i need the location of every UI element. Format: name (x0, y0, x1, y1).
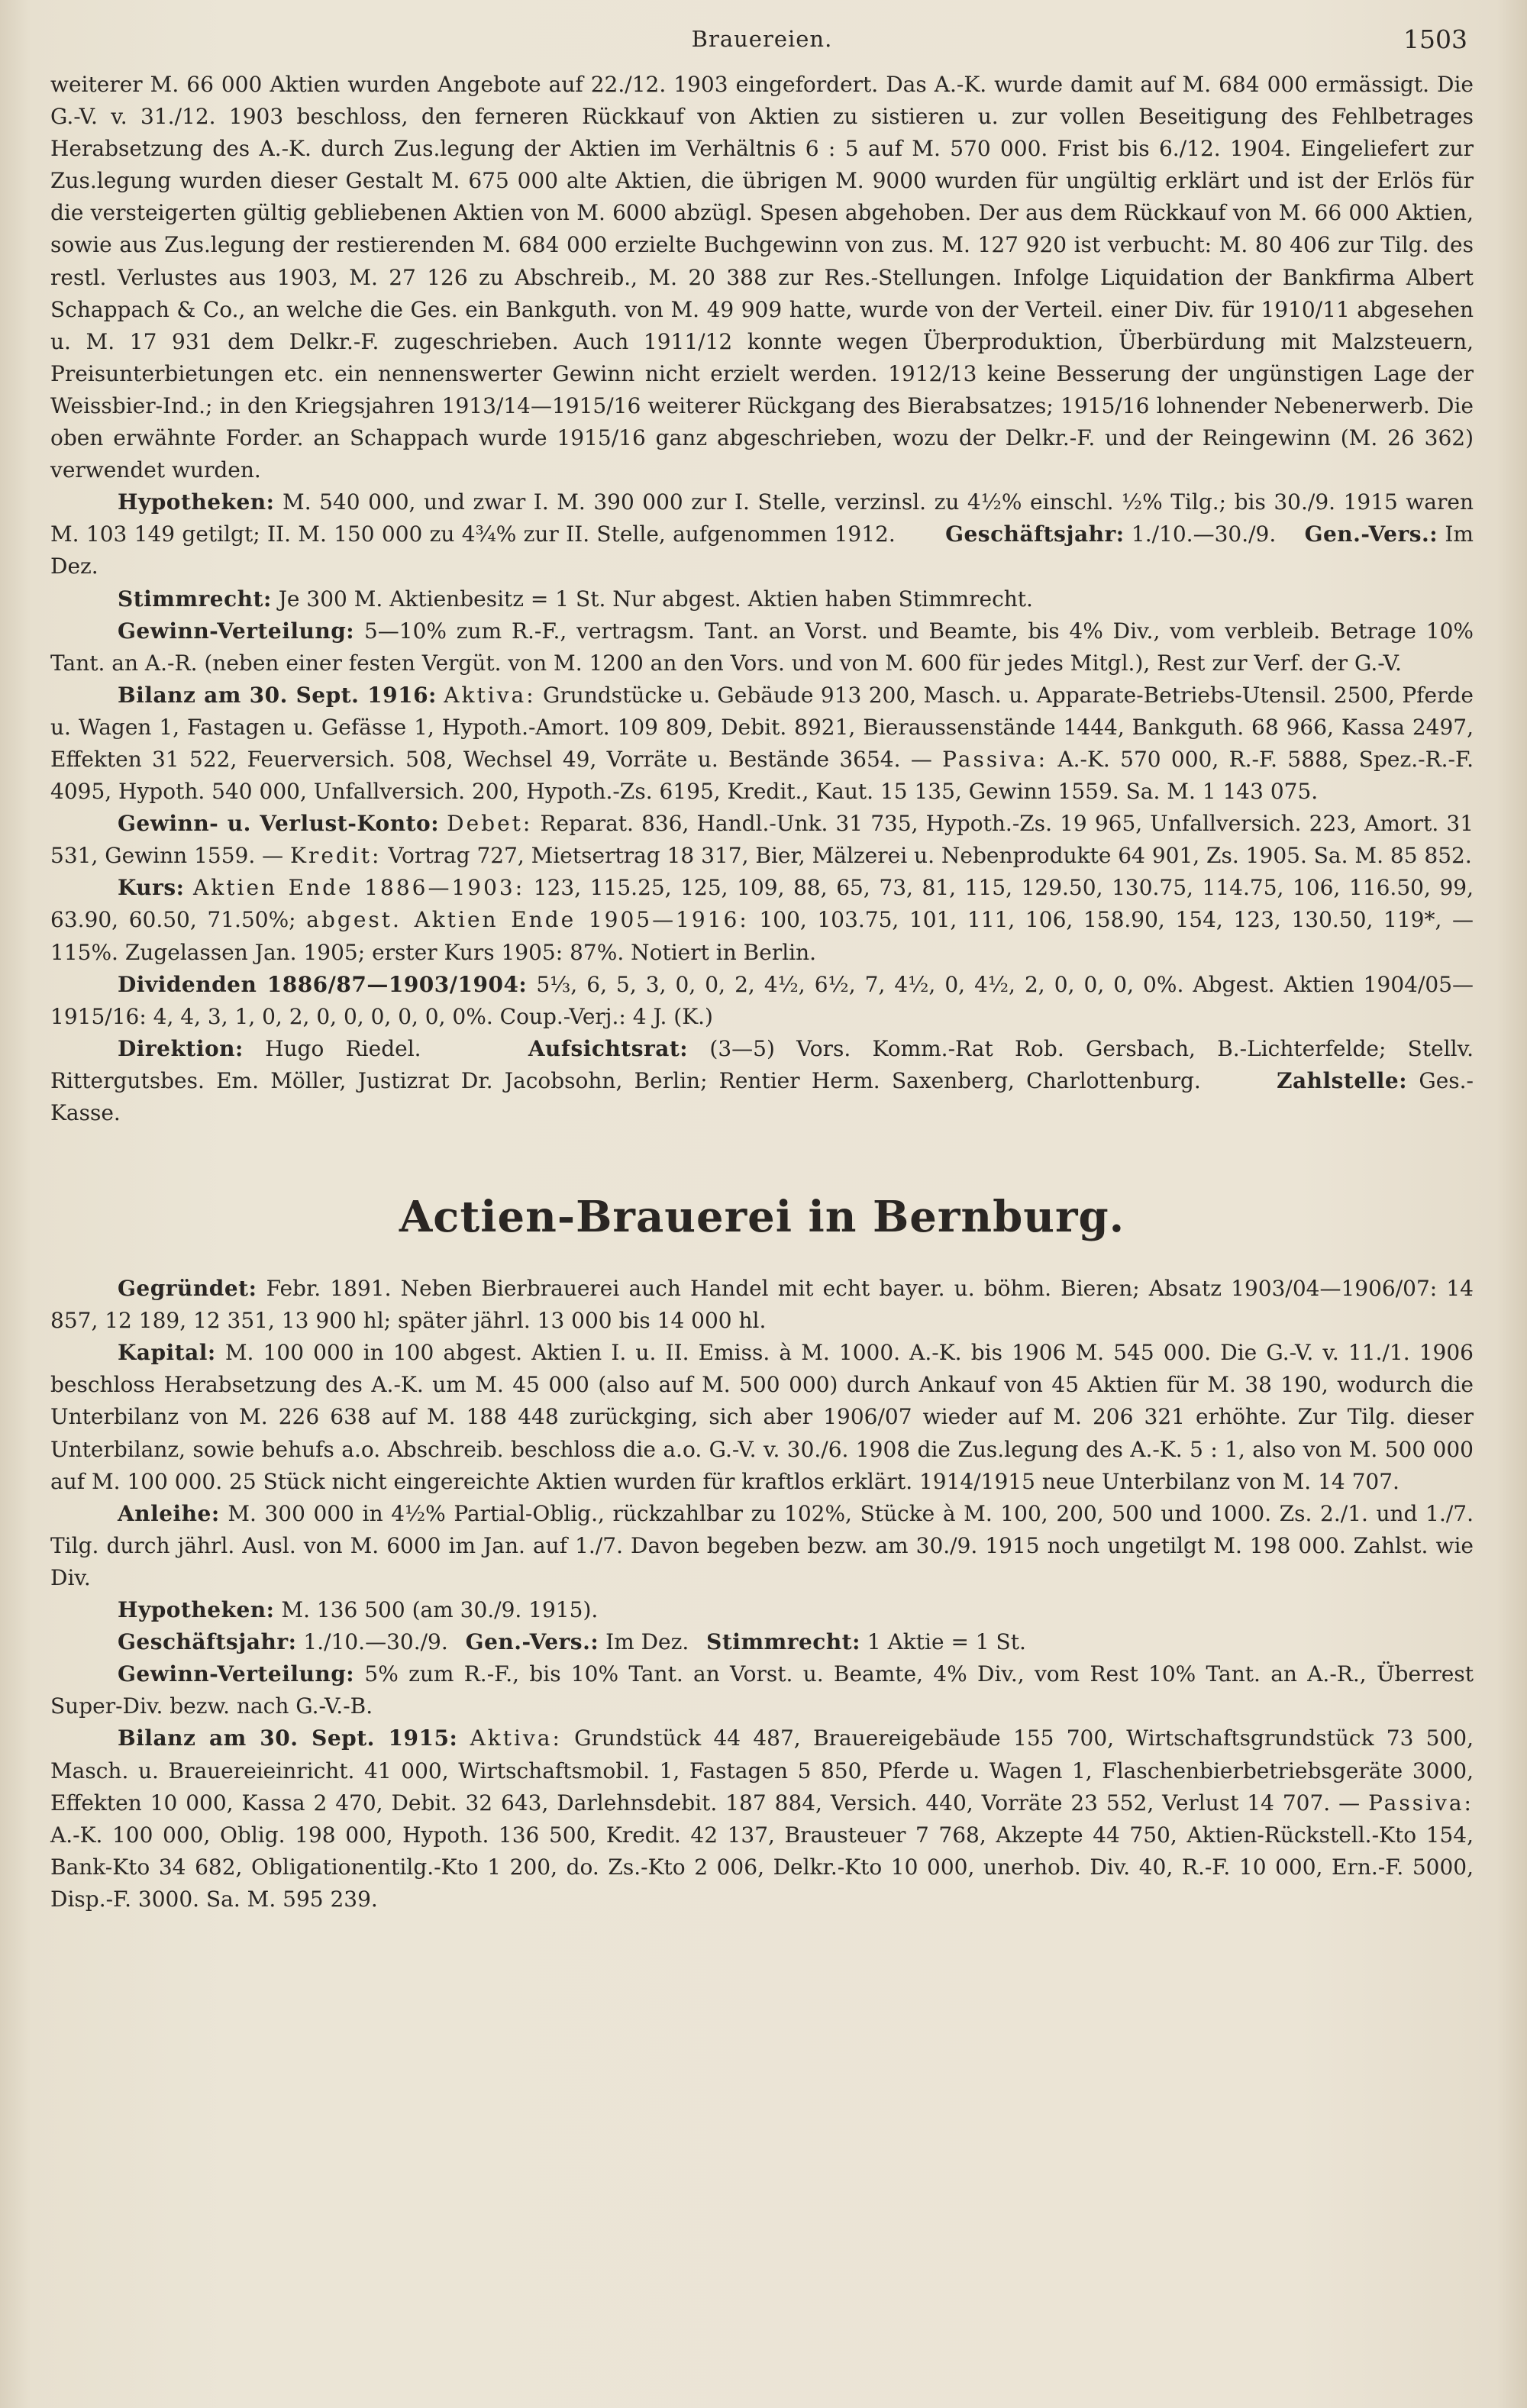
paragraph-intro: weiterer M. 66 000 Aktien wurden Angebote auf 22./12. 1903 eingefordert. Das A.-K. wurde damit auf M. 684 000 ermässigt. Die G.-V. v. 31./12. 1903 beschloss, den ferneren Rückkauf von Aktien zu sistieren u. zur vollen Beseitigung des Fehlbetrages Herabsetzung des A.-K. durch Zus.legung der Aktien im Verhältnis 6 : 5 auf M. 570 000. Frist bis 6./12. 1904. Eingeliefert zur Zus.legung wurden dieser Gestalt M. 675 000 alte Aktien, die übrigen M. 9000 wurden für ungültig erklärt und ist der Erlös für die versteigerten gültig gebliebenen Aktien von M. 6000 abzügl. Spesen abgehoben. Der aus dem Rückkauf von M. 66 000 Aktien, sowie aus Zus.legung der restierenden M. 684 000 erzielte Buchgewinn von zus. M. 127 920 ist verbucht: M. 80 406 zur Tilg. des restl. Verlustes aus 1903, M. 27 126 zu Abschreib., M. 20 388 zur Res.-Stellungen. Infolge Liquidation der Bankfirma Albert Schappach & Co., an welche die Ges. ein Bankguth. von M. 49 909 hatte, wurde von der Verteil. einer Div. für 1910/11 abgesehen u. M. 17 931 dem Delkr.-F. zugeschrieben. Auch 1911/12 konnte wegen Überproduktion, Überbürdung mit Malzsteuern, Preisunterbietungen etc. ein nennenswerter Gewinn nicht erzielt werden. 1912/13 keine Besserung der ungünstigen Lage der Weissbier-Ind.; in den Kriegsjahren 1913/14—1915/16 weiterer Rückgang des Bierabsatzes; 1915/16 lohnender Nebenerwerb. Die oben erwähnte Forder. an Schappach wurde 1915/16 ganz abgeschrieben, wozu der Delkr.-F. und der Reingewinn (M. 26 362) verwendet wurden. (50, 72, 1474, 483)
text-kurs-c: abgest. Aktien Ende 1905—1916: (306, 907, 749, 933)
paragraph-gegruendet (50, 1273, 1474, 1337)
text-stimmrecht-2: 1 Aktie = 1 St. (867, 1629, 1026, 1655)
text-aktiva: Grundstücke u. Gebäude 913 200, Masch. u. Apparate-Betriebs-Utensil. 2500, Pferde u. Wagen 1, Fastagen u. Gefässe 1, Hypoth.-Amort. 109 809, Debit. 8921, Bieraussenstände 1444, Bankguth. 68 966, Kassa 2497, Effekten 31 522, Feuerversich. 508, Wechsel 49, Vorräte u. Bestände 3654. — (50, 682, 1474, 772)
label-gewinnverteilung: Gewinn-Verteilung: (118, 618, 355, 644)
label-genvers: Gen.-Vers.: (1304, 521, 1438, 547)
label-stimmrecht: Stimmrecht: (118, 586, 272, 612)
text-passiva: A.-K. 570 000, R.-F. 5888, Spez.-R.-F. 4095, Hypoth. 540 000, Unfallversich. 200, Hypoth.-Zs. 6195, Kredit., Kaut. 15 135, Gewinn 1559. Sa. M. 1 143 075. (50, 746, 1474, 805)
label-bilanz: Bilanz am 30. Sept. 1916: (118, 682, 437, 708)
text-dividenden: 5⅓, 6, 5, 3, 0, 0, 2, 4½, 6½, 7, 4½, 0, 4½, 2, 0, 0, 0, 0%. Abgest. Aktien 1904/05—1915/16: 4, 4, 3, 1, 0, 2, 0, 0, 0, 0, 0, 0%. Coup.-Verj.: 4 J. (K.) (50, 971, 1474, 1029)
text-genvers-2: Im Dez. (605, 1629, 689, 1655)
label-gegruendet: Gegründet: (118, 1276, 257, 1302)
label-hypotheken: Hypotheken: (118, 489, 275, 515)
running-head (50, 23, 1474, 69)
label-genvers-2: Gen.-Vers.: (465, 1629, 599, 1655)
text-anleihe: M. 300 000 in 4½% Partial-Oblig., rückzahlbar zu 102%, Stücke à M. 100, 200, 500 und 1000. Zs. 2./1. und 1./7. Tilg. durch jährl. Ausl. von M. 6000 im Jan. auf 1./7. Davon begeben bezw. am 30./9. 1915 noch ungetilgt M. 198 000. Zahlst. wie Div. (50, 1500, 1474, 1590)
label-hypotheken-2: Hypotheken: (118, 1597, 275, 1623)
label-guv: Gewinn- u. Verlust-Konto: (118, 811, 440, 837)
label-geschaeftsjahr: Geschäftsjahr: (945, 521, 1125, 547)
paragraph-guv (50, 808, 1474, 872)
label-gewinnverteilung-2: Gewinn-Verteilung: (118, 1661, 355, 1687)
text-kredit: Vortrag 727, Mietsertrag 18 317, Bier, Mälzerei u. Nebenprodukte 64 901, Zs. 1905. Sa. M. 85 852. (388, 843, 1472, 869)
paragraph-direktion (50, 1033, 1474, 1129)
text-kurs-d: 100, 103.75, 101, 111, 106, 158.90, 154, 123, 130.50, 119*, — 115%. Zugelassen Jan. 1905; erster Kurs 1905: 87%. Notiert in Berlin. (50, 907, 1474, 965)
label-direktion: Direktion: (118, 1035, 244, 1061)
paragraph-hypotheken (50, 486, 1474, 583)
label-kurs: Kurs: (118, 875, 185, 901)
label-debet: Debet: (447, 811, 533, 837)
paragraph-anleihe (50, 1498, 1474, 1594)
label-kredit: Kredit: (290, 843, 382, 869)
text-direktion: Hugo Riedel. (265, 1035, 421, 1061)
text-stimmrecht: Je 300 M. Aktienbesitz = 1 St. Nur abgest. Aktien haben Stimmrecht. (278, 586, 1033, 612)
paragraph-hypotheken-2 (50, 1594, 1474, 1626)
label-aktiva-2: Aktiva: (470, 1725, 562, 1751)
article-heading: Actien-Brauerei in Bernburg. (399, 1192, 1125, 1243)
article-bernburg (50, 1273, 1474, 1916)
label-aufsichtsrat: Aufsichtsrat: (528, 1035, 689, 1061)
label-dividenden: Dividenden 1886/87—1903/1904: (118, 971, 528, 997)
label-anleihe: Anleihe: (118, 1500, 220, 1526)
label-bilanz-2: Bilanz am 30. Sept. 1915: (118, 1725, 458, 1751)
paragraph-geschaeftsjahr-2 (50, 1626, 1474, 1658)
label-geschaeftsjahr-2: Geschäftsjahr: (118, 1629, 297, 1655)
paragraph-kapital (50, 1337, 1474, 1497)
label-passiva: Passiva: (942, 746, 1048, 772)
paragraph-dividenden (50, 969, 1474, 1033)
label-kapital: Kapital: (118, 1340, 216, 1366)
text-gewinnverteilung-2: 5% zum R.-F., bis 10% Tant. an Vorst. u. Beamte, 4% Div., vom Rest 10% Tant. an A.-R., Überrest Super-Div. bezw. nach G.-V.-B. (50, 1661, 1474, 1719)
text-debet: Reparat. 836, Handl.-Unk. 31 735, Hypoth.-Zs. 19 965, Unfallversich. 223, Amort. 31 531, Gewinn 1559. — (50, 811, 1474, 869)
paragraph-bilanz-2 (50, 1722, 1474, 1916)
label-aktiva: Aktiva: (444, 682, 536, 708)
text-geschaeftsjahr-2: 1./10.—30./9. (303, 1629, 448, 1655)
text-zahlstelle: Ges.-Kasse. (50, 1067, 1474, 1125)
paragraph-gewinnverteilung (50, 615, 1474, 679)
text-geschaeftsjahr: 1./10.—30./9. (1131, 521, 1277, 547)
paragraph-kurs (50, 872, 1474, 968)
text-hypotheken-2: M. 136 500 (am 30./9. 1915). (281, 1597, 599, 1623)
label-passiva-2: Passiva: (1368, 1790, 1474, 1816)
text-genvers: Im Dez. (50, 521, 1474, 579)
label-stimmrecht-2: Stimmrecht: (706, 1629, 860, 1655)
text-kurs-a: Aktien Ende 1886—1903: (193, 875, 525, 901)
text-aktiva-2: Grundstück 44 487, Brauereigebäude 155 700, Wirtschaftsgrundstück 73 500, Masch. u. Brauereieinricht. 41 000, Wirtschaftsmobil. 1, Fastagen 5 850, Pferde u. Wagen 1, Flaschenbierbetriebsgeräte 3000, Effekten 10 000, Kassa 2 470, Debit. 32 643, Darlehnsdebit. 187 884, Versich. 440, Vorräte 23 552, Verlust 14 707. — (50, 1725, 1474, 1816)
text-hypotheken: M. 540 000, und zwar I. M. 390 000 zur I. Stelle, verzinsl. zu 4½% einschl. ½% Tilg.; bis 30./9. 1915 waren M. 103 149 getilgt; II. M. 150 000 zu 4¾% zur II. Stelle, aufgenommen 1912. (50, 489, 1474, 547)
text-passiva-2: A.-K. 100 000, Oblig. 198 000, Hypoth. 136 500, Kredit. 42 137, Brausteuer 7 768, Akzepte 44 750, Aktien-Rückstell.-Kto 154, Bank-Kto 34 682, Obligationentilg.-Kto 1 200, do. Zs.-Kto 2 006, Delkr.-Kto 10 000, unerhob. Div. 40, R.-F. 10 000, Ern.-F. 5000, Disp.-F. 3000. Sa. M. 595 239. (50, 1822, 1474, 1912)
paragraph-stimmrecht (50, 583, 1474, 615)
paragraph-gewinnverteilung-2 (50, 1658, 1474, 1722)
text-kurs-b: 123, 115.25, 125, 109, 88, 65, 73, 81, 115, 129.50, 130.75, 114.75, 106, 116.50, 99, 63.90, 60.50, 71.50%; (50, 875, 1474, 933)
paragraph-bilanz (50, 679, 1474, 808)
page-number: 1503 (1403, 24, 1467, 54)
running-title: Brauereien. (691, 26, 833, 52)
text-gewinnverteilung: 5—10% zum R.-F., vertragsm. Tant. an Vorst. und Beamte, bis 4% Div., vom verbleib. Betrage 10% Tant. an A.-R. (neben einer festen Vergüt. von M. 1200 an den Vors. und von M. 600 für jedes Mitgl.), Rest zur Verf. der G.-V. (50, 618, 1474, 676)
article-continuation (50, 69, 1474, 1129)
text-gegruendet: Febr. 1891. Neben Bierbrauerei auch Handel mit echt bayer. u. böhm. Bieren; Absatz 1903/04—1906/07: 14 857, 12 189, 12 351, 13 900 hl; später jährl. 13 000 bis 14 000 hl. (50, 1276, 1474, 1334)
text-aufsichtsrat: (3—5) Vors. Komm.-Rat Rob. Gersbach, B.-Lichterfelde; Stellv. Rittergutsbes. Em. Möller, Justizrat Dr. Jacobsohn, Berlin; Rentier Herm. Saxenberg, Charlottenburg. (50, 1035, 1474, 1093)
text-kapital: M. 100 000 in 100 abgest. Aktien I. u. II. Emiss. à M. 1000. A.-K. bis 1906 M. 545 000. Die G.-V. v. 11./1. 1906 beschloss Herabsetzung des A.-K. um M. 45 000 (also auf M. 500 000) durch Ankauf von 45 Aktien für M. 38 190, wodurch die Unterbilanz von M. 226 638 auf M. 188 448 zurückging, sich aber 1906/07 wieder auf M. 206 321 erhöhte. Zur Tilg. dieser Unterbilanz, sowie behufs a.o. Abschreib. beschloss die a.o. G.-V. v. 30./6. 1908 die Zus.legung des A.-K. 5 : 1, also von M. 500 000 auf M. 100 000. 25 Stück nicht eingereichte Aktien wurden für kraftlos erklärt. 1914/1915 neue Unterbilanz von M. 14 707. (50, 1340, 1474, 1494)
label-zahlstelle: Zahlstelle: (1277, 1067, 1408, 1093)
